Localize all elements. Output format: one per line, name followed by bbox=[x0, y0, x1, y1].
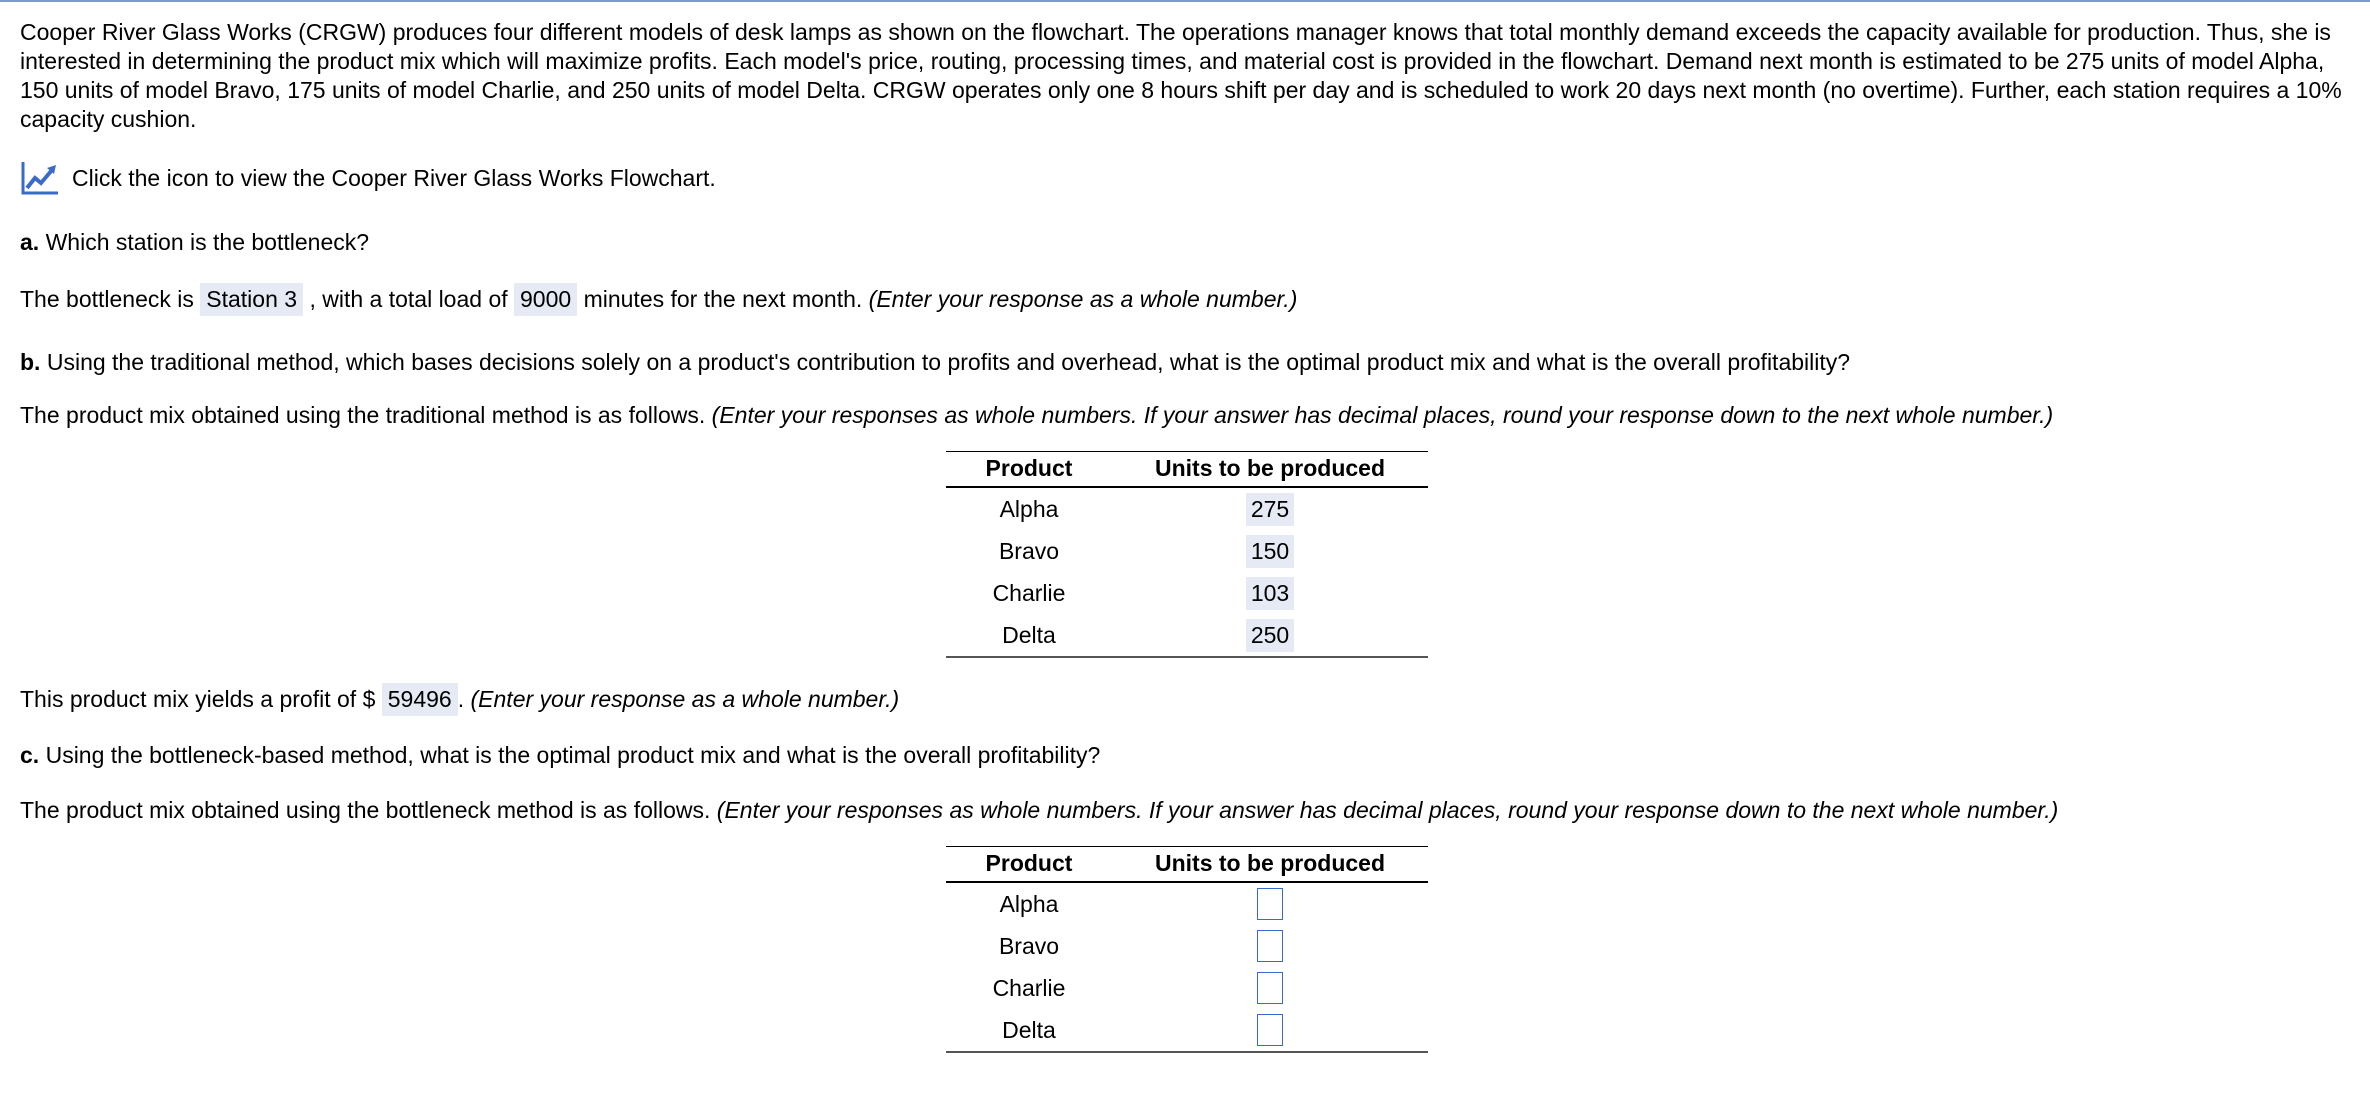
traditional-mix-table bbox=[946, 451, 1428, 658]
product-name: Charlie bbox=[992, 579, 1066, 606]
units-answer[interactable]: 150 bbox=[1246, 535, 1294, 568]
part-a-text-2: , with a total load of bbox=[303, 286, 515, 312]
part-a-letter: a. bbox=[20, 229, 40, 255]
profit-answer[interactable]: 59496 bbox=[382, 683, 458, 716]
table-row bbox=[946, 882, 1428, 925]
product-name: Alpha bbox=[999, 495, 1059, 522]
top-divider bbox=[0, 0, 2370, 2]
part-c-question-text: Using the bottleneck-based method, what is the optimal product mix and what is the overall profitability? bbox=[39, 742, 1101, 768]
part-a-text-3: minutes for the next month. bbox=[577, 286, 869, 312]
problem-content bbox=[20, 18, 2350, 196]
bottleneck-mix-table bbox=[946, 846, 1428, 1053]
part-c-intro-text: The product mix obtained using the bottleneck method is as follows. bbox=[20, 797, 717, 823]
column-header-units: Units to be produced bbox=[1112, 847, 1428, 883]
profit-prefix: This product mix yields a profit of $ bbox=[20, 686, 382, 712]
chart-icon[interactable] bbox=[20, 160, 60, 196]
part-c-letter: c. bbox=[20, 742, 40, 768]
product-name: Alpha bbox=[999, 890, 1059, 917]
product-name: Charlie bbox=[992, 974, 1066, 1001]
table-row bbox=[946, 487, 1428, 530]
part-c-question bbox=[20, 742, 1100, 769]
table-row bbox=[946, 967, 1428, 1009]
profit-hint: (Enter your response as a whole number.) bbox=[470, 686, 900, 712]
product-name: Bravo bbox=[998, 932, 1060, 959]
units-input-bravo[interactable] bbox=[1257, 930, 1283, 962]
units-answer[interactable]: 103 bbox=[1246, 577, 1294, 610]
problem-intro: Cooper River Glass Works (CRGW) produces four different models of desk lamps as shown on the flowchart. The operations manager knows that total monthly demand exceeds the capacity available for production. Thus, she is interested in determining the product mix which will maximize profits. Each model's price, routing, processing times, and material cost is provided in the flowchart. Demand next month is estimated to be 275 units of model Alpha, 150 units of model Bravo, 175 units of model Charlie, and 250 units of model Delta. CRGW operates only one 8 hours shift per day and is scheduled to work 20 days next month (no overtime). Further, each station requires a 10% capacity cushion. bbox=[20, 19, 2342, 132]
table-row bbox=[946, 572, 1428, 614]
units-answer[interactable]: 275 bbox=[1246, 493, 1294, 526]
column-header-units: Units to be produced bbox=[1112, 452, 1428, 488]
part-b-hint: (Enter your responses as whole numbers. If your answer has decimal places, round your response down to the next whole number.) bbox=[711, 402, 2054, 428]
part-a-question-text: Which station is the bottleneck? bbox=[39, 229, 370, 255]
part-b-question-text: Using the traditional method, which bases decisions solely on a product's contribution to profits and overhead, what is the optimal product mix and what is the overall profitability? bbox=[40, 349, 1851, 375]
bottleneck-answer[interactable]: Station 3 bbox=[200, 283, 303, 316]
part-a-question bbox=[20, 229, 369, 256]
units-input-delta[interactable] bbox=[1257, 1014, 1283, 1046]
part-b-letter: b. bbox=[20, 349, 41, 375]
column-header-product: Product bbox=[946, 452, 1112, 488]
product-name: Delta bbox=[946, 1009, 1112, 1052]
units-input-alpha[interactable] bbox=[1257, 888, 1283, 920]
product-name: Delta bbox=[946, 614, 1112, 657]
flowchart-link-text[interactable]: Click the icon to view the Cooper River Glass Works Flowchart. bbox=[72, 164, 716, 191]
part-a-text-1: The bottleneck is bbox=[20, 286, 201, 312]
profit-suffix: . bbox=[457, 686, 471, 712]
part-c-intro bbox=[20, 797, 2058, 824]
part-b-question bbox=[20, 349, 1850, 376]
table-row bbox=[946, 925, 1428, 967]
units-answer[interactable]: 250 bbox=[1246, 619, 1294, 652]
table-row bbox=[946, 530, 1428, 572]
profit-line bbox=[20, 683, 899, 716]
part-b-intro-text: The product mix obtained using the traditional method is as follows. bbox=[20, 402, 712, 428]
part-a-answer-line bbox=[20, 283, 1297, 316]
units-input-charlie[interactable] bbox=[1257, 972, 1283, 1004]
column-header-product: Product bbox=[946, 847, 1112, 883]
table-row bbox=[946, 614, 1428, 657]
flowchart-link-row[interactable] bbox=[20, 160, 2350, 196]
part-c-hint: (Enter your responses as whole numbers. If your answer has decimal places, round your response down to the next whole number.) bbox=[716, 797, 2059, 823]
total-load-answer[interactable]: 9000 bbox=[514, 283, 577, 316]
product-name: Bravo bbox=[998, 537, 1060, 564]
table-row bbox=[946, 1009, 1428, 1052]
part-a-hint: (Enter your response as a whole number.) bbox=[868, 286, 1298, 312]
part-b-intro bbox=[20, 402, 2053, 429]
